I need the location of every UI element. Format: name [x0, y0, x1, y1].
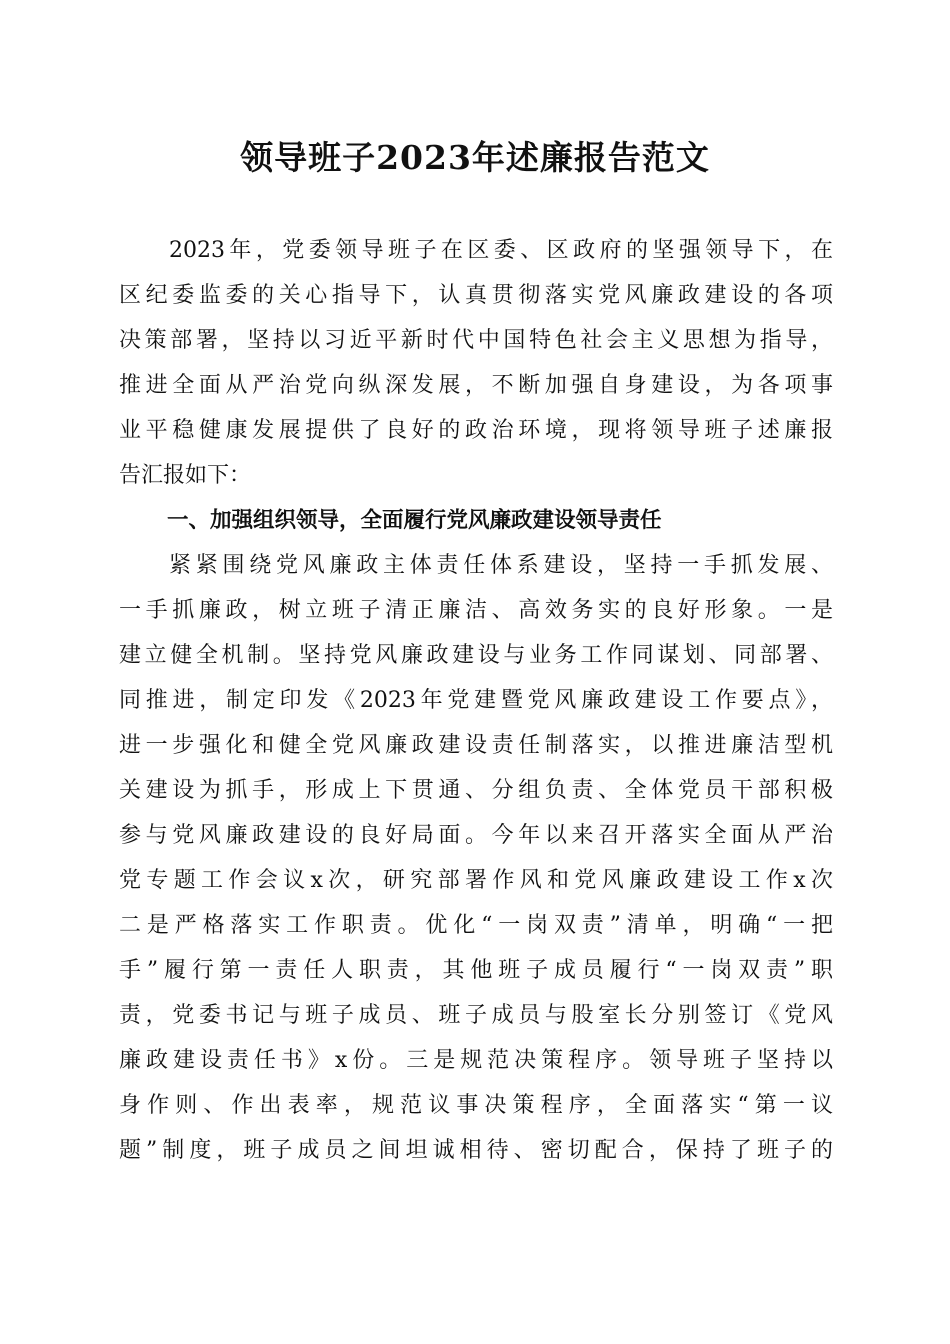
section-line: 一手抓廉政，树立班子清正廉洁、高效务实的良好形象。一是: [119, 598, 833, 623]
section-line: 进一步强化和健全党风廉政建设责任制落实，以推进廉洁型机: [119, 733, 833, 758]
intro-line: 决策部署，坚持以习近平新时代中国特色社会主义思想为指导，: [119, 328, 833, 353]
section-line: 责，党委书记与班子成员、班子成员与股室长分别签订《党风: [119, 1003, 833, 1028]
intro-line: 区纪委监委的关心指导下，认真贯彻落实党风廉政建设的各项: [119, 283, 833, 308]
section-line: 二是严格落实工作职责。优化“一岗双责”清单，明确“一把: [119, 913, 833, 938]
section-line: 关建设为抓手，形成上下贯通、分组负责、全体党员干部积极: [119, 778, 833, 803]
section-line: 身作则、作出表率，规范议事决策程序，全面落实“第一议: [119, 1093, 833, 1118]
intro-line: 推进全面从严治党向纵深发展，不断加强自身建设，为各项事: [119, 373, 833, 398]
section-line: 手”履行第一责任人职责，其他班子成员履行“一岗双责”职: [119, 958, 833, 983]
section-line: 廉政建设责任书》x份。三是规范决策程序。领导班子坚持以: [119, 1048, 833, 1073]
section-line: 同推进，制定印发《2023年党建暨党风廉政建设工作要点》，: [119, 688, 833, 713]
section-line: 紧紧围绕党风廉政主体责任体系建设，坚持一手抓发展、: [169, 553, 833, 578]
document-body: [119, 228, 833, 1173]
intro-line: 业平稳健康发展提供了良好的政治环境，现将领导班子述廉报: [119, 418, 833, 443]
document-title: 领导班子2023年述廉报告范文: [240, 138, 710, 177]
section-line: 参与党风廉政建设的良好局面。今年以来召开落实全面从严治: [119, 823, 833, 848]
intro-line: 告汇报如下：: [119, 463, 252, 488]
section-heading: 一、加强组织领导，全面履行党风廉政建设领导责任: [167, 508, 662, 533]
intro-line: 2023年，党委领导班子在区委、区政府的坚强领导下，在: [169, 238, 833, 263]
section-line: 题”制度，班子成员之间坦诚相待、密切配合，保持了班子的: [119, 1138, 833, 1163]
section-line: 建立健全机制。坚持党风廉政建设与业务工作同谋划、同部署、: [119, 643, 833, 668]
section-line: 党专题工作会议x次，研究部署作风和党风廉政建设工作x次: [119, 868, 833, 893]
